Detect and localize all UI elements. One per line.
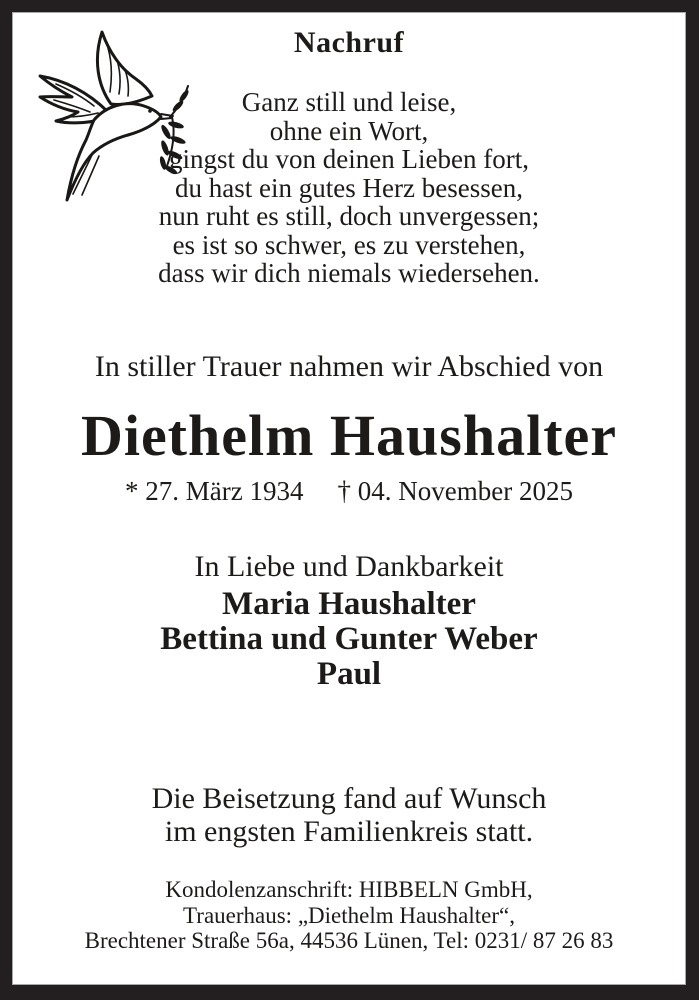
funeral-line: im engsten Familienkreis statt.	[164, 815, 534, 848]
mourner-name: Maria Haushalter	[222, 586, 476, 622]
obituary-title: Nachruf	[293, 26, 405, 59]
condolence-line: Brechtener Straße 56a, 44536 Lünen, Tel: 0231/ 87 26 83	[84, 928, 614, 954]
funeral-line: Die Beisetzung fand auf Wunsch	[151, 782, 547, 815]
deceased-name: Diethelm Haushalter	[80, 403, 618, 468]
death-date: † 04. November 2025	[337, 476, 573, 506]
condolence-address	[12, 877, 686, 954]
funeral-note	[12, 782, 686, 848]
poem-line: du hast ein gutes Herz besessen,	[175, 172, 523, 203]
memorial-poem	[12, 88, 686, 288]
obituary-card	[12, 12, 686, 985]
mourner-list	[12, 587, 686, 692]
condolence-line: Trauerhaus: „Diethelm Haushalter“,	[183, 902, 515, 928]
poem-line: gingst du von deinen Lieben fort,	[169, 144, 529, 174]
dedication-line: In Liebe und Dankbarkeit	[194, 550, 504, 583]
poem-line: ohne ein Wort,	[269, 115, 429, 146]
life-dates	[12, 475, 686, 507]
poem-line: es ist so schwer, es zu verstehen,	[172, 229, 526, 260]
birth-date: * 27. März 1934	[125, 476, 304, 506]
mourner-name: Bettina und Gunter Weber	[160, 621, 538, 657]
condolence-line: Kondolenzanschrift: HIBBELN GmbH,	[165, 877, 533, 902]
poem-line: dass wir dich niemals wiedersehen.	[158, 258, 540, 288]
poem-line: Ganz still und leise,	[241, 87, 457, 117]
mourner-name: Paul	[316, 656, 382, 692]
farewell-intro: In stiller Trauer nahmen wir Abschied von	[94, 350, 604, 383]
poem-line: nun ruht es still, doch unvergessen;	[158, 201, 540, 231]
